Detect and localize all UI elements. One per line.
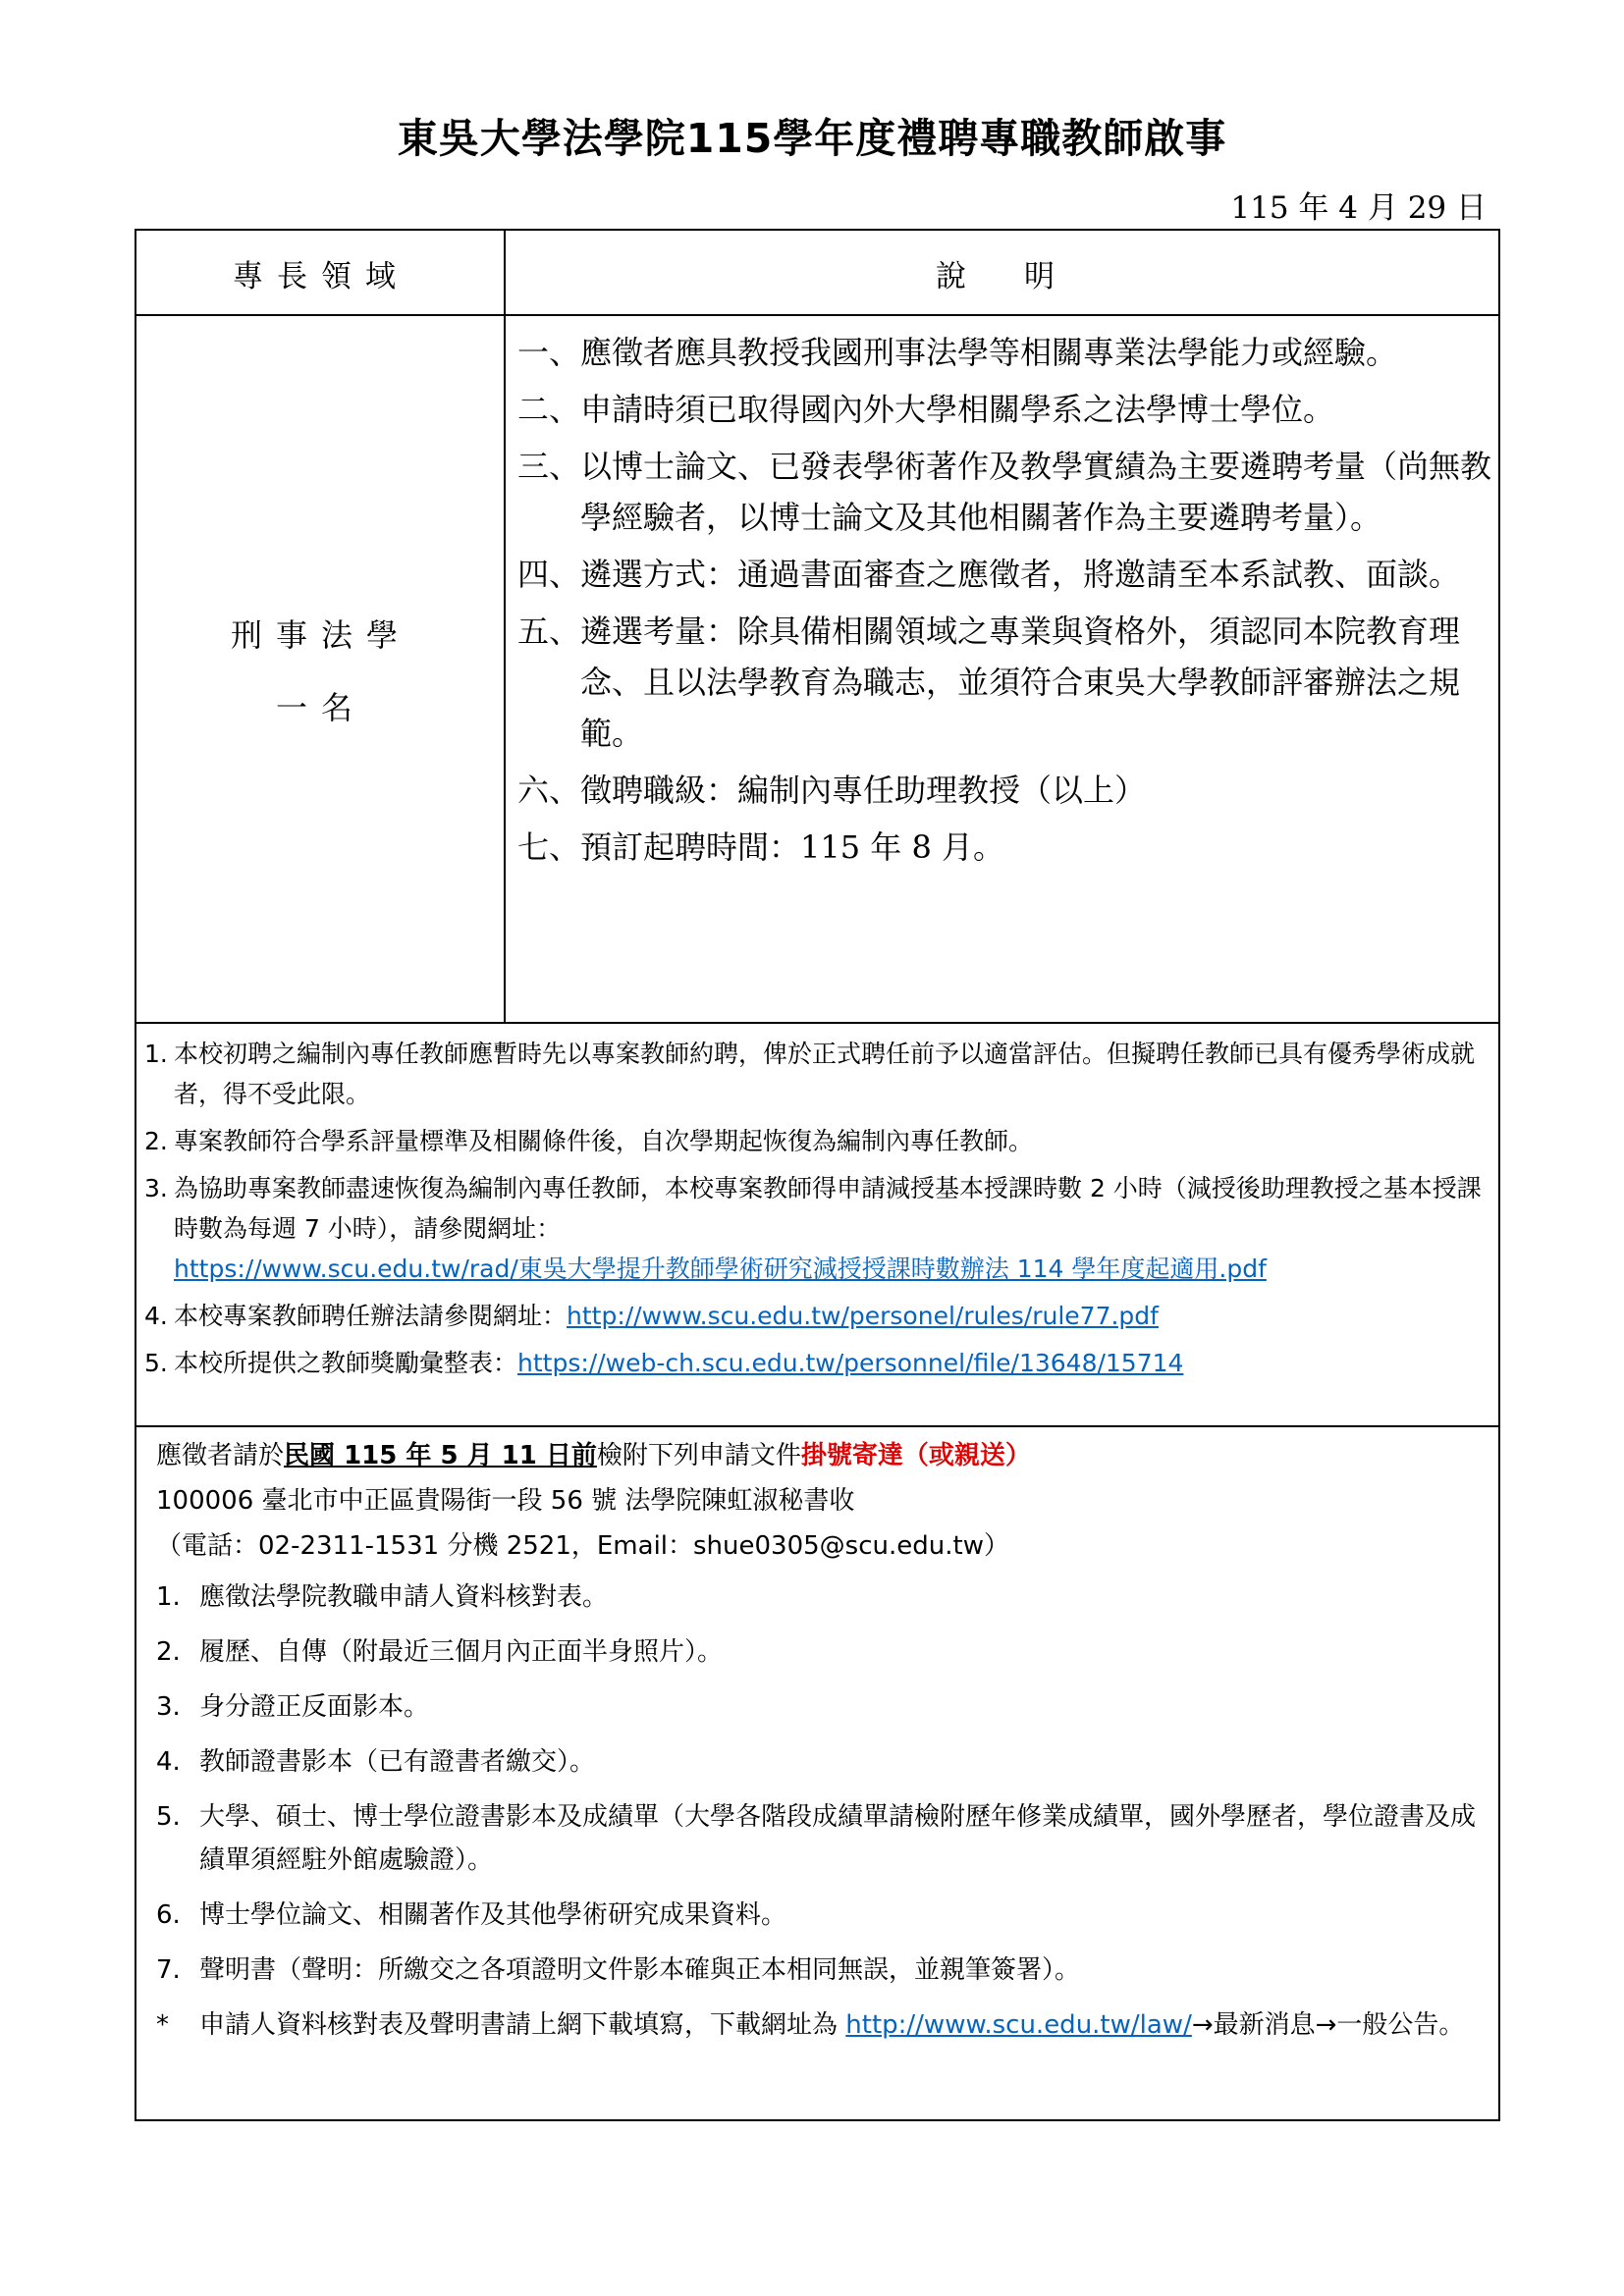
reduction-rule-link[interactable]: https://www.scu.edu.tw/rad/東吳大學提升教師學術研究減授授課時數辦法 114 學年度起適用.pdf — [174, 1255, 1267, 1283]
list-item: 2. 專案教師符合學系評量標準及相關條件後，自次學期起恢復為編制內專任教師。 — [144, 1127, 1034, 1155]
requirements-list — [517, 327, 1494, 879]
deadline: 民國 115 年 5 月 11 日前 — [284, 1441, 597, 1470]
field-count: 一名 — [275, 689, 366, 726]
list-item: 1. 本校初聘之編制內專任教師應暫時先以專案教師約聘，俾於正式聘任前予以適當評估。但擬聘任教師已具有優秀學術成就者，得不受此限。 — [144, 1040, 1476, 1108]
notes-list — [144, 1034, 1485, 1390]
list-item: 六、 徵聘職級：編制內專任助理教授（以上） — [517, 772, 1147, 809]
list-item: 四、 遴選方式：通過書面審查之應徵者，將邀請至本系試教、面談。 — [517, 556, 1461, 593]
list-item: 二、 申請時須已取得國內外大學相關學系之法學博士學位。 — [517, 391, 1335, 428]
appointment-rule-link[interactable]: http://www.scu.edu.tw/personel/rules/rule77.pdf — [567, 1302, 1159, 1330]
header-field: 專長領域 — [233, 259, 409, 294]
list-item: 七、 預訂起聘時間：115 年 8 月。 — [517, 828, 1004, 866]
application-section — [156, 1434, 1479, 2058]
incentive-table-link[interactable]: https://web-ch.scu.edu.tw/personnel/file/13648/15714 — [517, 1349, 1184, 1377]
page-title: 東吳大學法學院115學年度禮聘專職教師啟事 — [397, 115, 1227, 162]
list-item: 3. 身分證正反面影本。 — [156, 1692, 430, 1722]
list-item: 7. 聲明書（聲明：所繳交之各項證明文件影本確與正本相同無誤，並親筆簽署）。 — [156, 1955, 1081, 1985]
list-item: 5. 大學、碩士、博士學位證書影本及成績單（大學各階段成績單請檢附歷年修業成績單，國外學歷者，學位證書及成績單須經駐外館處驗證）。 — [156, 1802, 1477, 1875]
list-item: 一、 應徵者應具教授我國刑事法學等相關專業法學能力或經驗。 — [517, 334, 1398, 371]
header-description: 說 明 — [936, 259, 1068, 294]
list-item: 6. 博士學位論文、相關著作及其他學術研究成果資料。 — [156, 1900, 787, 1930]
field-cell — [136, 316, 506, 1023]
list-item: 3. 為協助專案教師盡速恢復為編制內專任教師，本校專案教師得申請減授基本授課時數 2 小時（減授後助理教授之基本授課時數為每週 7 小時），請參閱網址： https://www.scu.edu.tw/rad/東吳大學提升教師學術研究減授授課時數辦法 114 學年度起適用.pdf — [144, 1174, 1482, 1283]
footnote: * 申請人資料核對表及聲明書請上網下載填寫，下載網址為 http://www.scu.edu.tw/law/→最新消息→一般公告。 — [156, 2010, 1465, 2040]
list-item: 5. 本校所提供之教師獎勵彙整表：https://web-ch.scu.edu.tw/personnel/file/13648/15714 — [144, 1349, 1184, 1377]
law-school-link[interactable]: http://www.scu.edu.tw/law/ — [845, 2010, 1192, 2040]
divider — [136, 1425, 1498, 1427]
list-item: 2. 履歷、自傳（附最近三個月內正面半身照片）。 — [156, 1637, 724, 1667]
contact-info: （電話：02-2311-1531 分機 2521，Email：shue0305@scu.edu.tw） — [156, 1531, 1009, 1561]
field-name: 刑事法學 — [230, 616, 411, 654]
list-item: 4. 本校專案教師聘任辦法請參閱網址：http://www.scu.edu.tw/personel/rules/rule77.pdf — [144, 1302, 1159, 1330]
list-item: 4. 教師證書影本（已有證書者繳交）。 — [156, 1747, 596, 1777]
mailing-address: 100006 臺北市中正區貴陽街一段 56 號 法學院陳虹淑秘書收 — [156, 1486, 855, 1516]
delivery-method: 掛號寄達（或親送） — [800, 1441, 1031, 1470]
list-item: 1. 應徵法學院教職申請人資料核對表。 — [156, 1582, 609, 1612]
documents-list — [156, 1575, 1479, 2047]
list-item: 三、 以博士論文、已發表學術著作及教學實績為主要遴聘考量（尚無教學經驗者，以博士論文及其他相關著作為主要遴聘考量）。 — [517, 448, 1492, 536]
announcement-table — [135, 229, 1500, 2121]
application-intro: 應徵者請於民國 115 年 5 月 11 日前檢附下列申請文件掛號寄達（或親送） — [156, 1441, 1031, 1470]
list-item: 五、 遴選考量：除具備相關領域之專業與資格外，須認同本院教育理念、且以法學教育為職志，並須符合東吳大學教師評審辦法之規範。 — [517, 613, 1461, 752]
announcement-date: 115 年 4 月 29 日 — [1230, 190, 1487, 226]
